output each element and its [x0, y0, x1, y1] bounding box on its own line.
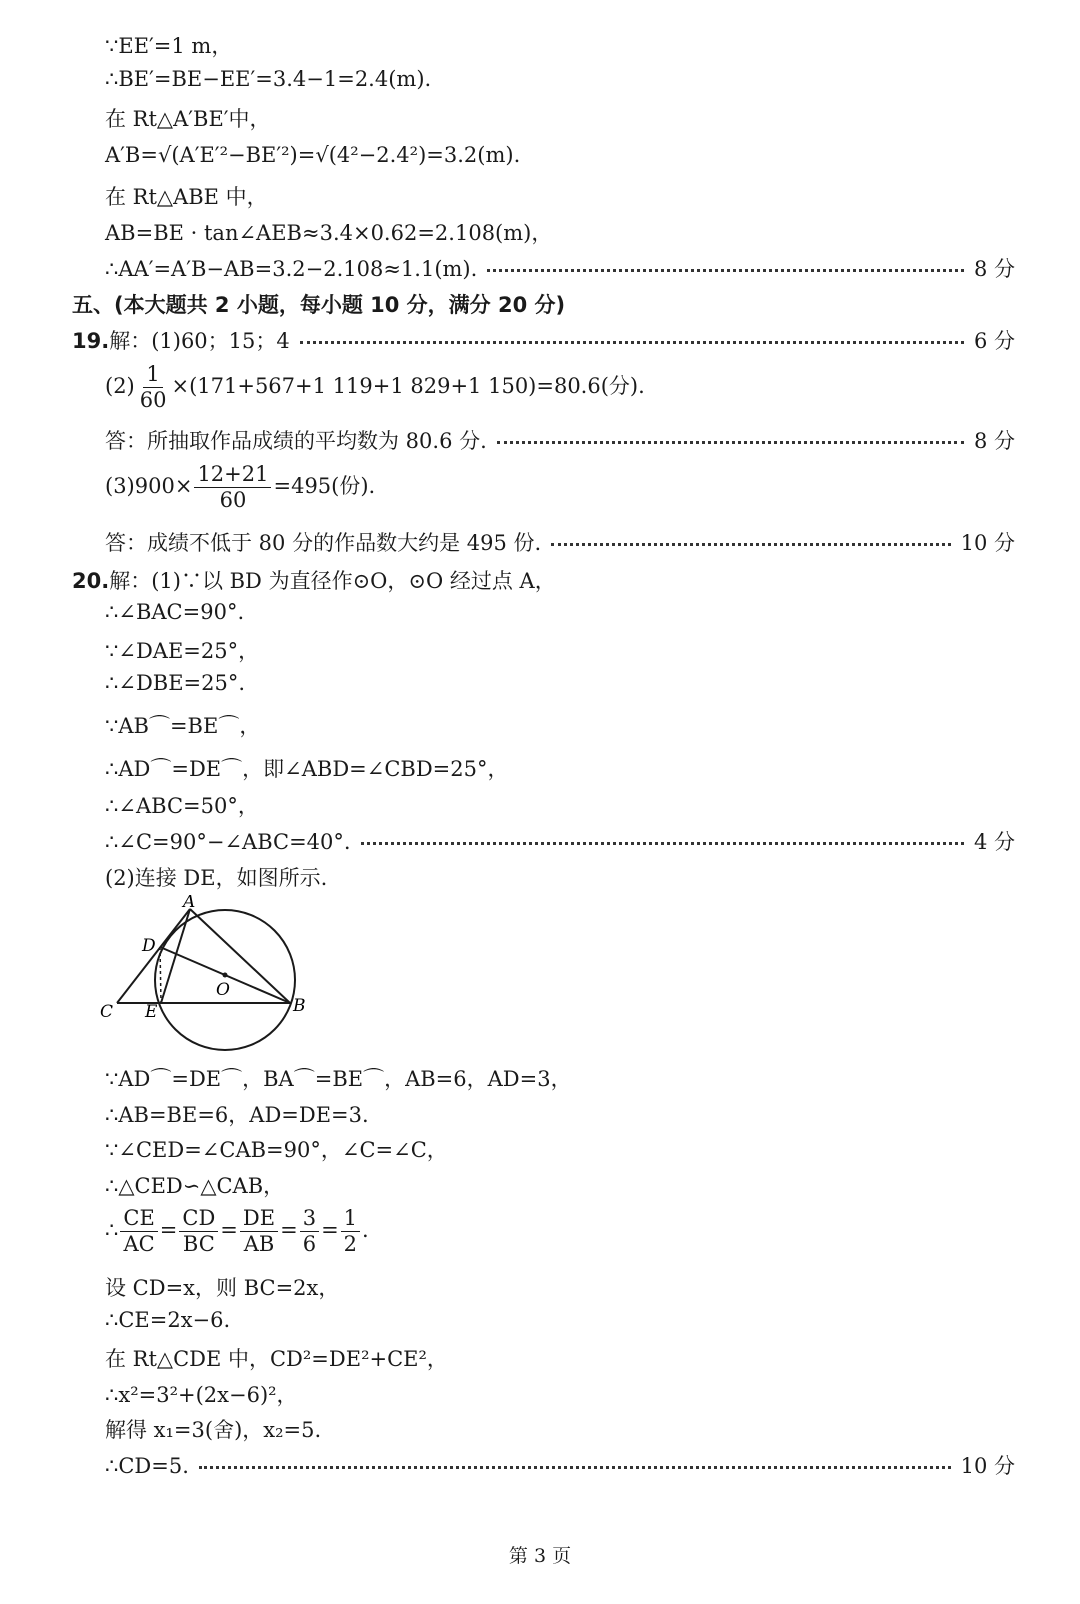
segment-ab [190, 909, 290, 1003]
text-line: ∵AB⌒=BE⌒， [105, 714, 261, 738]
score-points: 6 分 [973, 329, 1015, 353]
score-points: 10 分 [960, 531, 1015, 555]
question-number: 19. [72, 329, 110, 353]
score-points: 10 分 [960, 1454, 1015, 1478]
text-line: 20.解：(1)∵以 BD 为直径作⊙O，⊙O 经过点 A， [72, 569, 556, 593]
scored-line [72, 325, 1015, 355]
dot-leader [487, 269, 964, 272]
text-line: 在 Rt△CDE 中，CD²=DE²+CE²， [105, 1347, 448, 1371]
text-line: ∴△CED∽△CAB， [105, 1174, 285, 1198]
label-c: C [100, 1002, 114, 1022]
text-line: ∵∠DAE=25°， [105, 639, 260, 663]
geometry-figure [90, 895, 310, 1055]
formula-line: (2) $\frac{1}{60}$ ×(171+567+1 119+1 829+1 150)=80.6(分). [105, 362, 645, 413]
text-line: ∵∠CED=∠CAB=90°，∠C=∠C， [105, 1138, 448, 1162]
text-line: 设 CD=x，则 BC=2x， [105, 1276, 340, 1300]
fraction: $\frac{12+21}{60}$ [194, 462, 271, 513]
formula-line: ∴ $\frac{CE}{AC}$ = $\frac{CD}{BC}$ = $\frac{DE}{AB}$ = $\frac{3}{6}$ = $\frac{1}{2}$ . [105, 1206, 369, 1257]
text-line: ∴∠ABC=50°， [105, 794, 259, 818]
dot-leader [497, 441, 964, 444]
fraction: $\frac{CE}{AC}$ [120, 1206, 157, 1257]
dot-leader [551, 543, 950, 546]
text-line: ∴AB=BE=6，AD=DE=3. [105, 1103, 369, 1127]
text-line: (2)连接 DE，如图所示. [105, 866, 328, 890]
scored-line [105, 527, 1015, 557]
dot-leader [199, 1466, 951, 1469]
text-line: ∴∠BAC=90°. [105, 600, 245, 624]
text-line: ∵EE′=1 m， [105, 34, 233, 58]
label-a: A [183, 895, 196, 912]
score-points: 4 分 [973, 830, 1015, 854]
section-heading: 五、(本大题共 2 小题，每小题 10 分，满分 20 分) [72, 293, 566, 317]
text-line: ∴AD⌒=DE⌒，即∠ABD=∠CBD=25°， [105, 757, 509, 781]
scored-line [105, 826, 1015, 856]
page-number: 第 3 页 [508, 1545, 572, 1567]
segment-ae [161, 909, 190, 1003]
dot-leader [361, 842, 964, 845]
text-line: 解：(1)60；15；4 [109, 329, 290, 353]
fraction: $\frac{3}{6}$ [300, 1206, 319, 1257]
formula-line: (3)900× $\frac{12+21}{60}$ =495(份). [105, 462, 376, 513]
fraction: $\frac{1}{60}$ [139, 362, 167, 413]
score-points: 8 分 [973, 257, 1015, 281]
text-line: ∵AD⌒=DE⌒，BA⌒=BE⌒，AB=6，AD=3， [105, 1067, 572, 1091]
fraction: $\frac{CD}{BC}$ [179, 1206, 218, 1257]
text-line: ∴CE=2x−6. [105, 1308, 231, 1332]
label-o: O [216, 980, 230, 1000]
text-line: ∴∠DBE=25°. [105, 671, 246, 695]
scored-line [105, 425, 1015, 455]
label-e: E [145, 1002, 158, 1022]
center-point [223, 973, 228, 978]
text-line: ∴CD=5. [105, 1454, 189, 1478]
fraction: $\frac{DE}{AB}$ [240, 1206, 278, 1257]
dot-leader [300, 341, 964, 344]
text-line: 答：成绩不低于 80 分的作品数大约是 495 份. [105, 531, 542, 555]
text-line: ∴AA′=A′B−AB=3.2−2.108≈1.1(m). [105, 257, 478, 281]
text-line: 在 Rt△ABE 中， [105, 185, 268, 209]
score-points: 8 分 [973, 429, 1015, 453]
text-line: ∴x²=3²+(2x−6)²， [105, 1383, 298, 1407]
scored-line [105, 253, 1015, 283]
text-line: 解得 x₁=3(舍)，x₂=5. [105, 1418, 322, 1442]
text-line: ∴BE′=BE−EE′=3.4−1=2.4(m). [105, 67, 432, 91]
scored-line [105, 1450, 1015, 1480]
segment-de [160, 947, 161, 1003]
text-line: 在 Rt△A′BE′中， [105, 107, 271, 131]
question-number: 20. [72, 569, 110, 593]
label-d: D [142, 936, 156, 956]
text-line: 答：所抽取作品成绩的平均数为 80.6 分. [105, 429, 487, 453]
fraction: $\frac{1}{2}$ [341, 1206, 360, 1257]
label-b: B [293, 996, 306, 1016]
text-line: ∴∠C=90°−∠ABC=40°. [105, 830, 351, 854]
text-line: AB=BE · tan∠AEB≈3.4×0.62=2.108(m)， [105, 221, 553, 245]
text-line: A′B=√(A′E′²−BE′²)=√(4²−2.4²)=3.2(m). [105, 143, 521, 167]
